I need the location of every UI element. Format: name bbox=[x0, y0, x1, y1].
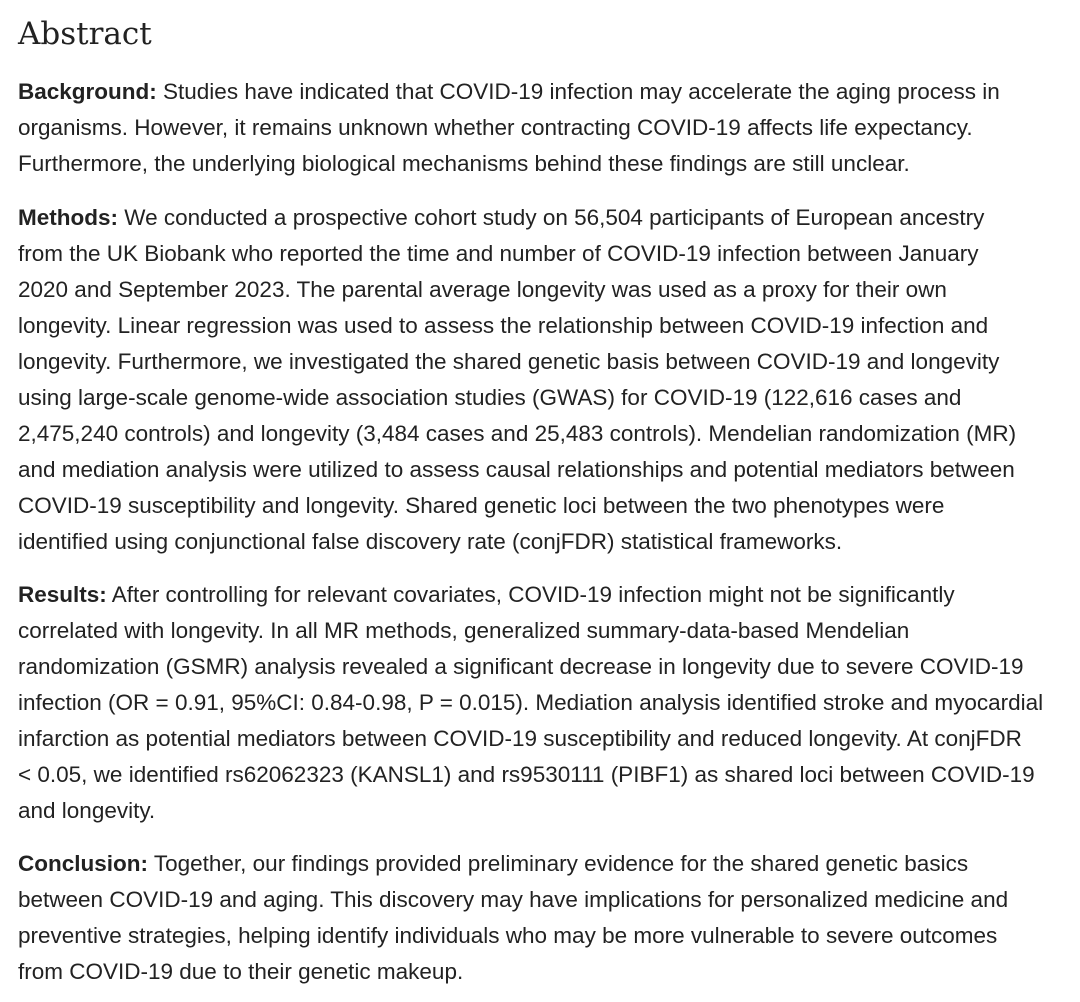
paragraph-line: and longevity. bbox=[18, 798, 156, 823]
abstract-heading: Abstract bbox=[18, 16, 152, 52]
line-text: After controlling for relevant covariates, COVID-19 infection might not be significantly bbox=[106, 582, 955, 607]
line-text: We conducted a prospective cohort study on 56,504 participants of European ancestry bbox=[118, 205, 985, 230]
paragraph-line: randomization (GSMR) analysis revealed a significant decrease in longevity due to severe COVID-19 bbox=[18, 654, 1024, 679]
results-label: Results: bbox=[18, 582, 107, 607]
paragraph-line: between COVID-19 and aging. This discovery may have implications for personalized medicine and bbox=[18, 887, 1009, 912]
paragraph-line: longevity. Furthermore, we investigated the shared genetic basis between COVID-19 and longevity bbox=[18, 349, 1000, 374]
paragraph-line: using large-scale genome-wide association studies (GWAS) for COVID-19 (122,616 cases and bbox=[18, 385, 962, 410]
conclusion-paragraph bbox=[18, 846, 1008, 990]
paragraph-line: longevity. Linear regression was used to assess the relationship between COVID-19 infection and bbox=[18, 313, 989, 338]
paragraph-line: Furthermore, the underlying biological mechanisms behind these findings are still unclear. bbox=[18, 151, 910, 176]
paragraph-line: 2020 and September 2023. The parental average longevity was used as a proxy for their own bbox=[18, 277, 947, 302]
methods-label: Methods: bbox=[18, 205, 118, 230]
paragraph-line: identified using conjunctional false discovery rate (conjFDR) statistical frameworks. bbox=[18, 529, 843, 554]
paragraph-line: from COVID-19 due to their genetic makeup. bbox=[18, 959, 464, 984]
paragraph-line: COVID-19 susceptibility and longevity. Shared genetic loci between the two phenotypes were bbox=[18, 493, 945, 518]
paragraph-line: infarction as potential mediators between COVID-19 susceptibility and reduced longevity. At conjFDR bbox=[18, 726, 1022, 751]
methods-paragraph bbox=[18, 200, 1016, 560]
results-paragraph bbox=[18, 577, 1043, 829]
paragraph-line: infection (OR = 0.91, 95%CI: 0.84-0.98, P = 0.015). Mediation analysis identified stroke and myocardial bbox=[18, 690, 1044, 715]
paragraph-line: from the UK Biobank who reported the time and number of COVID-19 infection between January bbox=[18, 241, 979, 266]
paragraph-line: and mediation analysis were utilized to assess causal relationships and potential mediators between bbox=[18, 457, 1015, 482]
paragraph-line: correlated with longevity. In all MR methods, generalized summary-data-based Mendelian bbox=[18, 618, 910, 643]
paragraph-line: preventive strategies, helping identify individuals who may be more vulnerable to severe outcomes bbox=[18, 923, 998, 948]
line-text: Together, our findings provided preliminary evidence for the shared genetic basics bbox=[148, 851, 969, 876]
conclusion-label: Conclusion: bbox=[18, 851, 148, 876]
paragraph-line bbox=[18, 846, 1008, 882]
background-paragraph bbox=[18, 74, 1000, 182]
paragraph-line: organisms. However, it remains unknown whether contracting COVID-19 affects life expectancy. bbox=[18, 115, 973, 140]
paragraph-line bbox=[18, 200, 1016, 236]
paragraph-line bbox=[18, 74, 1000, 110]
line-text: Studies have indicated that COVID-19 infection may accelerate the aging process in bbox=[156, 79, 1000, 104]
background-label: Background: bbox=[18, 79, 157, 104]
paragraph-line: 2,475,240 controls) and longevity (3,484 cases and 25,483 controls). Mendelian randomization (MR) bbox=[18, 421, 1017, 446]
paragraph-line bbox=[18, 577, 1043, 613]
paragraph-line: < 0.05, we identified rs62062323 (KANSL1) and rs9530111 (PIBF1) as shared loci between COVID-19 bbox=[18, 762, 1035, 787]
